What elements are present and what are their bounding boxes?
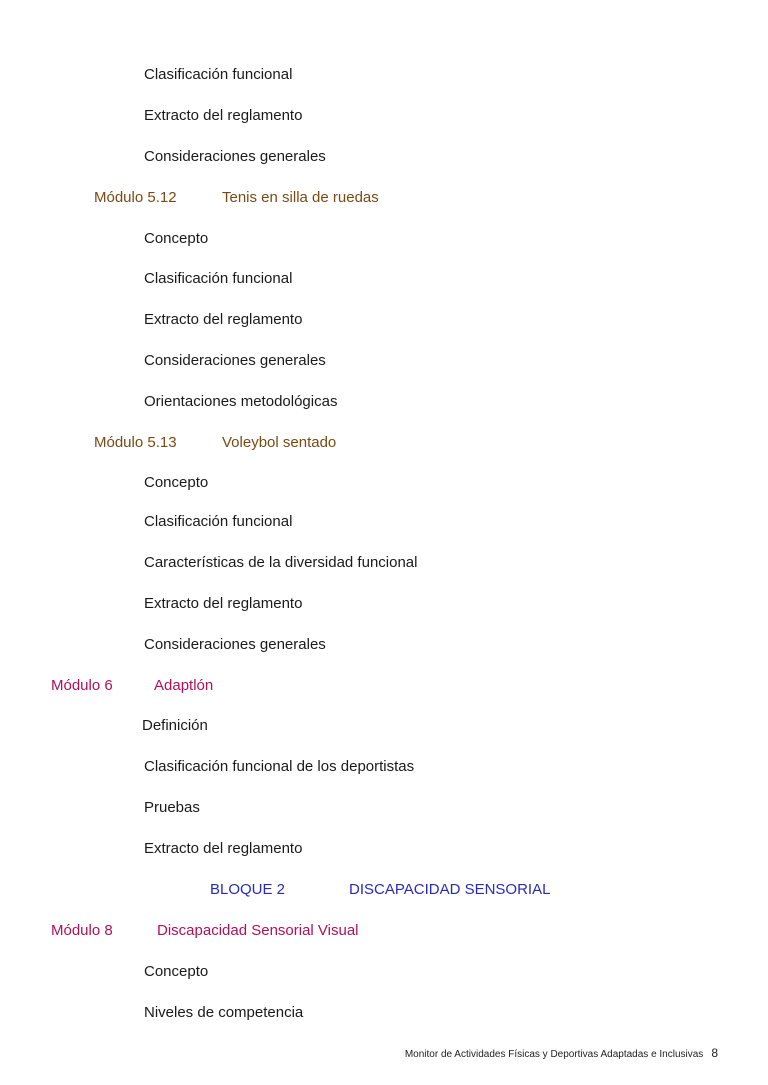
page-number: 8 (711, 1046, 718, 1060)
submodule-number: Módulo 5.12 (94, 189, 177, 206)
toc-item: Extracto del reglamento (144, 595, 303, 612)
module-number: Módulo 6 (51, 677, 113, 694)
module-number: Módulo 8 (51, 922, 113, 939)
toc-item: Definición (142, 717, 208, 734)
toc-item: Clasificación funcional (144, 270, 293, 287)
submodule-number: Módulo 5.13 (94, 434, 177, 451)
toc-item: Consideraciones generales (144, 352, 326, 369)
toc-item: Concepto (144, 963, 209, 980)
toc-item: Extracto del reglamento (144, 107, 303, 124)
toc-item: Clasificación funcional de los deportistas (144, 758, 415, 775)
toc-item: Concepto (144, 230, 209, 247)
toc-item: Pruebas (144, 799, 200, 816)
block-number: BLOQUE 2 (210, 881, 286, 898)
toc-item: Concepto (144, 474, 209, 491)
toc-item: Clasificación funcional (144, 513, 293, 530)
toc-item: Clasificación funcional (144, 66, 293, 83)
submodule-title: Voleybol sentado (222, 434, 337, 451)
submodule-title: Tenis en silla de ruedas (222, 189, 379, 206)
toc-item: Niveles de competencia (144, 1004, 304, 1021)
block-title: DISCAPACIDAD SENSORIAL (349, 881, 551, 898)
module-title: Discapacidad Sensorial Visual (157, 922, 359, 939)
footer-text: Monitor de Actividades Físicas y Deportivas Adaptadas e Inclusivas (404, 1049, 704, 1060)
toc-item: Extracto del reglamento (144, 311, 303, 328)
toc-item: Consideraciones generales (144, 636, 326, 653)
module-title: Adaptlón (154, 677, 214, 694)
toc-item: Orientaciones metodológicas (144, 393, 338, 410)
toc-item: Consideraciones generales (144, 148, 326, 165)
toc-item: Características de la diversidad funcional (144, 554, 418, 571)
toc-item: Extracto del reglamento (144, 840, 303, 857)
page-footer (405, 1046, 718, 1062)
